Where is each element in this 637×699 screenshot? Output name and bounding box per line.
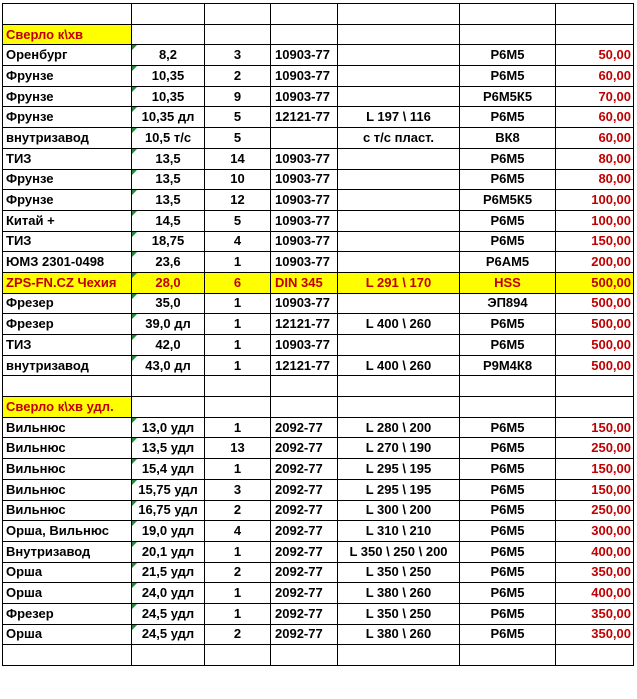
table-row [3,210,634,231]
diameter-cell[interactable]: 19,0 удл [132,521,205,542]
quantity-cell[interactable] [205,397,271,418]
material-cell[interactable]: Р6М5 [460,500,556,521]
standard-cell[interactable]: 10903-77 [271,335,338,356]
name-cell[interactable]: Орша, Вильнюс [3,521,132,542]
material-cell[interactable]: Р6М5 [460,231,556,252]
quantity-cell[interactable]: 1 [205,314,271,335]
price-cell[interactable]: 150,00 [556,479,634,500]
price-cell[interactable]: 500,00 [556,314,634,335]
quantity-cell[interactable]: 3 [205,45,271,66]
length-cell[interactable] [338,66,460,87]
table-row [3,603,634,624]
name-cell[interactable]: Вильнюс [3,459,132,480]
table-row [3,66,634,87]
length-cell[interactable] [338,293,460,314]
standard-cell[interactable]: 10903-77 [271,252,338,273]
table-row [3,500,634,521]
diameter-cell[interactable]: 15,75 удл [132,479,205,500]
length-cell[interactable]: L 400 \ 260 [338,355,460,376]
material-cell[interactable]: Р6М5 [460,479,556,500]
length-cell[interactable] [338,169,460,190]
table-row [3,417,634,438]
table-row [3,107,634,128]
table-row [3,86,634,107]
length-cell[interactable]: L 295 \ 195 [338,479,460,500]
diameter-cell[interactable]: 24,0 удл [132,583,205,604]
quantity-cell[interactable] [205,4,271,25]
table-row [3,438,634,459]
price-cell[interactable]: 150,00 [556,417,634,438]
diameter-cell[interactable]: 35,0 [132,293,205,314]
name-cell[interactable]: Фрунзе [3,107,132,128]
diameter-cell[interactable]: 23,6 [132,252,205,273]
standard-cell[interactable]: 10903-77 [271,148,338,169]
quantity-cell[interactable]: 13 [205,438,271,459]
material-cell[interactable]: Р6М5 [460,210,556,231]
name-cell[interactable]: ТИЗ [3,335,132,356]
length-cell[interactable] [338,335,460,356]
diameter-cell[interactable] [132,24,205,45]
standard-cell[interactable]: 2092-77 [271,603,338,624]
price-cell[interactable]: 500,00 [556,355,634,376]
price-cell[interactable]: 350,00 [556,624,634,645]
table-row [3,541,634,562]
price-cell[interactable]: 350,00 [556,603,634,624]
diameter-cell[interactable]: 42,0 [132,335,205,356]
table-row [3,314,634,335]
diameter-cell[interactable]: 14,5 [132,210,205,231]
quantity-cell[interactable]: 1 [205,293,271,314]
material-cell[interactable]: Р6М5 [460,521,556,542]
price-cell[interactable]: 80,00 [556,148,634,169]
diameter-cell[interactable]: 10,35 [132,86,205,107]
name-cell[interactable]: ЮМЗ 2301-0498 [3,252,132,273]
name-cell[interactable]: Орша [3,583,132,604]
standard-cell[interactable]: 12121-77 [271,314,338,335]
material-cell[interactable]: Р6М5 [460,562,556,583]
standard-cell[interactable]: 2092-77 [271,459,338,480]
standard-cell[interactable]: 10903-77 [271,210,338,231]
material-cell[interactable]: Р9М4К8 [460,355,556,376]
length-cell[interactable]: L 300 \ 200 [338,500,460,521]
price-cell[interactable]: 500,00 [556,335,634,356]
name-cell[interactable]: Орша [3,624,132,645]
length-cell[interactable] [338,4,460,25]
price-cell[interactable] [556,376,634,397]
length-cell[interactable]: L 291 \ 170 [338,272,460,293]
length-cell[interactable]: L 350 \ 250 \ 200 [338,541,460,562]
quantity-cell[interactable]: 4 [205,521,271,542]
quantity-cell[interactable]: 1 [205,583,271,604]
diameter-cell[interactable]: 13,5 [132,190,205,211]
standard-cell[interactable]: DIN 345 [271,272,338,293]
quantity-cell[interactable]: 1 [205,335,271,356]
table-row [3,645,634,666]
quantity-cell[interactable]: 5 [205,210,271,231]
table-row [3,293,634,314]
quantity-cell[interactable] [205,645,271,666]
table-row [3,335,634,356]
diameter-cell[interactable]: 8,2 [132,45,205,66]
diameter-cell[interactable]: 13,5 удл [132,438,205,459]
diameter-cell[interactable]: 10,35 дл [132,107,205,128]
material-cell[interactable]: HSS [460,272,556,293]
material-cell[interactable]: Р6М5 [460,148,556,169]
name-cell[interactable]: Внутризавод [3,541,132,562]
diameter-cell[interactable]: 20,1 удл [132,541,205,562]
diameter-cell[interactable] [132,645,205,666]
standard-cell[interactable]: 2092-77 [271,479,338,500]
table-row [3,583,634,604]
name-cell[interactable] [3,4,132,25]
price-cell[interactable]: 100,00 [556,210,634,231]
standard-cell[interactable]: 2092-77 [271,500,338,521]
length-cell[interactable] [338,45,460,66]
name-cell[interactable]: Вильнюс [3,438,132,459]
length-cell[interactable]: L 350 \ 250 [338,562,460,583]
standard-cell[interactable]: 2092-77 [271,583,338,604]
table-row [3,355,634,376]
quantity-cell[interactable]: 1 [205,541,271,562]
diameter-cell[interactable]: 13,0 удл [132,417,205,438]
length-cell[interactable] [338,210,460,231]
standard-cell[interactable]: 10903-77 [271,169,338,190]
name-cell[interactable]: Фрезер [3,603,132,624]
price-cell[interactable] [556,645,634,666]
table-row [3,169,634,190]
name-cell[interactable]: ТИЗ [3,148,132,169]
material-cell[interactable]: Р6М5 [460,541,556,562]
standard-cell[interactable] [271,4,338,25]
name-cell[interactable]: ZPS-FN.CZ Чехия [3,272,132,293]
quantity-cell[interactable]: 9 [205,86,271,107]
price-cell[interactable] [556,397,634,418]
table-row [3,4,634,25]
material-cell[interactable]: Р6М5 [460,603,556,624]
material-cell[interactable]: ЭП894 [460,293,556,314]
quantity-cell[interactable]: 1 [205,459,271,480]
price-cell[interactable]: 80,00 [556,169,634,190]
spreadsheet-table [2,3,634,666]
length-cell[interactable] [338,397,460,418]
material-cell[interactable]: Р6М5 [460,417,556,438]
length-cell[interactable] [338,376,460,397]
length-cell[interactable] [338,148,460,169]
length-cell[interactable] [338,252,460,273]
length-cell[interactable]: L 197 \ 116 [338,107,460,128]
material-cell[interactable]: Р6М5К5 [460,86,556,107]
name-cell[interactable]: Фрунзе [3,190,132,211]
standard-cell[interactable] [271,24,338,45]
name-cell[interactable]: Фрезер [3,293,132,314]
table-row [3,272,634,293]
quantity-cell[interactable]: 3 [205,479,271,500]
quantity-cell[interactable]: 5 [205,128,271,149]
name-cell[interactable]: Вильнюс [3,417,132,438]
standard-cell[interactable]: 2092-77 [271,562,338,583]
diameter-cell[interactable]: 13,5 [132,169,205,190]
standard-cell[interactable] [271,128,338,149]
diameter-cell[interactable] [132,397,205,418]
table-row [3,252,634,273]
diameter-cell[interactable]: 28,0 [132,272,205,293]
material-cell[interactable] [460,24,556,45]
quantity-cell[interactable]: 14 [205,148,271,169]
length-cell[interactable] [338,231,460,252]
name-cell[interactable]: Вильнюс [3,500,132,521]
material-cell[interactable]: Р6АМ5 [460,252,556,273]
standard-cell[interactable]: 10903-77 [271,190,338,211]
table-row [3,397,634,418]
quantity-cell[interactable] [205,24,271,45]
material-cell[interactable]: ВК8 [460,128,556,149]
table-row [3,45,634,66]
table-row [3,459,634,480]
table-row [3,521,634,542]
length-cell[interactable]: L 350 \ 250 [338,603,460,624]
material-cell[interactable]: Р6М5 [460,66,556,87]
material-cell[interactable]: Р6М5 [460,107,556,128]
length-cell[interactable]: L 310 \ 210 [338,521,460,542]
name-cell[interactable]: Орша [3,562,132,583]
quantity-cell[interactable]: 6 [205,272,271,293]
material-cell[interactable] [460,397,556,418]
standard-cell[interactable]: 10903-77 [271,45,338,66]
standard-cell[interactable]: 10903-77 [271,231,338,252]
table-row [3,128,634,149]
table-row [3,231,634,252]
name-cell[interactable]: Оренбург [3,45,132,66]
price-cell[interactable]: 350,00 [556,562,634,583]
material-cell[interactable]: Р6М5 [460,45,556,66]
quantity-cell[interactable]: 2 [205,562,271,583]
standard-cell[interactable]: 2092-77 [271,417,338,438]
name-cell[interactable]: Вильнюс [3,479,132,500]
material-cell[interactable]: Р6М5 [460,459,556,480]
material-cell[interactable]: Р6М5К5 [460,190,556,211]
material-cell[interactable] [460,4,556,25]
quantity-cell[interactable]: 1 [205,252,271,273]
name-cell[interactable]: ТИЗ [3,231,132,252]
price-cell[interactable] [556,4,634,25]
standard-cell[interactable]: 2092-77 [271,521,338,542]
length-cell[interactable]: L 380 \ 260 [338,624,460,645]
diameter-cell[interactable]: 10,35 [132,66,205,87]
quantity-cell[interactable] [205,376,271,397]
price-cell[interactable]: 150,00 [556,231,634,252]
standard-cell[interactable]: 12121-77 [271,355,338,376]
material-cell[interactable] [460,645,556,666]
standard-cell[interactable] [271,645,338,666]
length-cell[interactable]: L 280 \ 200 [338,417,460,438]
price-cell[interactable]: 100,00 [556,190,634,211]
material-cell[interactable]: Р6М5 [460,583,556,604]
length-cell[interactable] [338,190,460,211]
price-cell[interactable]: 60,00 [556,66,634,87]
name-cell[interactable]: Фрунзе [3,86,132,107]
table-row [3,479,634,500]
price-cell[interactable]: 60,00 [556,107,634,128]
standard-cell[interactable]: 10903-77 [271,293,338,314]
price-cell[interactable]: 250,00 [556,500,634,521]
name-cell[interactable]: внутризавод [3,355,132,376]
diameter-cell[interactable]: 10,5 т/с [132,128,205,149]
standard-cell[interactable]: 2092-77 [271,438,338,459]
price-cell[interactable]: 50,00 [556,45,634,66]
diameter-cell[interactable]: 18,75 [132,231,205,252]
material-cell[interactable] [460,376,556,397]
quantity-cell[interactable]: 12 [205,190,271,211]
quantity-cell[interactable]: 4 [205,231,271,252]
table-row [3,148,634,169]
name-cell[interactable] [3,376,132,397]
name-cell[interactable]: Фрунзе [3,66,132,87]
material-cell[interactable]: Р6М5 [460,335,556,356]
length-cell[interactable]: L 380 \ 260 [338,583,460,604]
name-cell[interactable]: Китай + [3,210,132,231]
standard-cell[interactable]: 2092-77 [271,624,338,645]
standard-cell[interactable] [271,376,338,397]
diameter-cell[interactable]: 39,0 дл [132,314,205,335]
length-cell[interactable]: L 295 \ 195 [338,459,460,480]
length-cell[interactable] [338,24,460,45]
diameter-cell[interactable]: 24,5 удл [132,603,205,624]
length-cell[interactable]: L 270 \ 190 [338,438,460,459]
diameter-cell[interactable]: 16,75 удл [132,500,205,521]
standard-cell[interactable]: 2092-77 [271,541,338,562]
diameter-cell[interactable]: 15,4 удл [132,459,205,480]
table-row [3,24,634,45]
length-cell[interactable] [338,645,460,666]
price-cell[interactable]: 500,00 [556,293,634,314]
name-cell[interactable]: Сверло к\хв [3,24,132,45]
name-cell[interactable]: Фрунзе [3,169,132,190]
length-cell[interactable] [338,86,460,107]
table-row [3,190,634,211]
quantity-cell[interactable]: 2 [205,66,271,87]
diameter-cell[interactable] [132,376,205,397]
length-cell[interactable]: L 400 \ 260 [338,314,460,335]
quantity-cell[interactable]: 5 [205,107,271,128]
standard-cell[interactable]: 10903-77 [271,86,338,107]
price-cell[interactable]: 200,00 [556,252,634,273]
price-cell[interactable]: 250,00 [556,438,634,459]
table-row [3,376,634,397]
quantity-cell[interactable]: 1 [205,355,271,376]
diameter-cell[interactable]: 43,0 дл [132,355,205,376]
price-cell[interactable]: 400,00 [556,583,634,604]
price-cell[interactable]: 500,00 [556,272,634,293]
price-cell[interactable] [556,24,634,45]
standard-cell[interactable]: 12121-77 [271,107,338,128]
spreadsheet-body [3,4,634,666]
quantity-cell[interactable]: 2 [205,500,271,521]
table-row [3,562,634,583]
name-cell[interactable]: внутризавод [3,128,132,149]
price-cell[interactable]: 400,00 [556,541,634,562]
diameter-cell[interactable]: 21,5 удл [132,562,205,583]
diameter-cell[interactable]: 13,5 [132,148,205,169]
material-cell[interactable]: Р6М5 [460,169,556,190]
table-row [3,624,634,645]
name-cell[interactable]: Сверло к\хв удл. [3,397,132,418]
material-cell[interactable]: Р6М5 [460,624,556,645]
name-cell[interactable]: Фрезер [3,314,132,335]
standard-cell[interactable] [271,397,338,418]
price-cell[interactable]: 300,00 [556,521,634,542]
price-cell[interactable]: 150,00 [556,459,634,480]
price-cell[interactable]: 70,00 [556,86,634,107]
quantity-cell[interactable]: 1 [205,603,271,624]
price-cell[interactable]: 60,00 [556,128,634,149]
diameter-cell[interactable] [132,4,205,25]
name-cell[interactable] [3,645,132,666]
material-cell[interactable]: Р6М5 [460,438,556,459]
quantity-cell[interactable]: 1 [205,417,271,438]
quantity-cell[interactable]: 2 [205,624,271,645]
length-cell[interactable]: с т/с пласт. [338,128,460,149]
material-cell[interactable]: Р6М5 [460,314,556,335]
diameter-cell[interactable]: 24,5 удл [132,624,205,645]
quantity-cell[interactable]: 10 [205,169,271,190]
standard-cell[interactable]: 10903-77 [271,66,338,87]
